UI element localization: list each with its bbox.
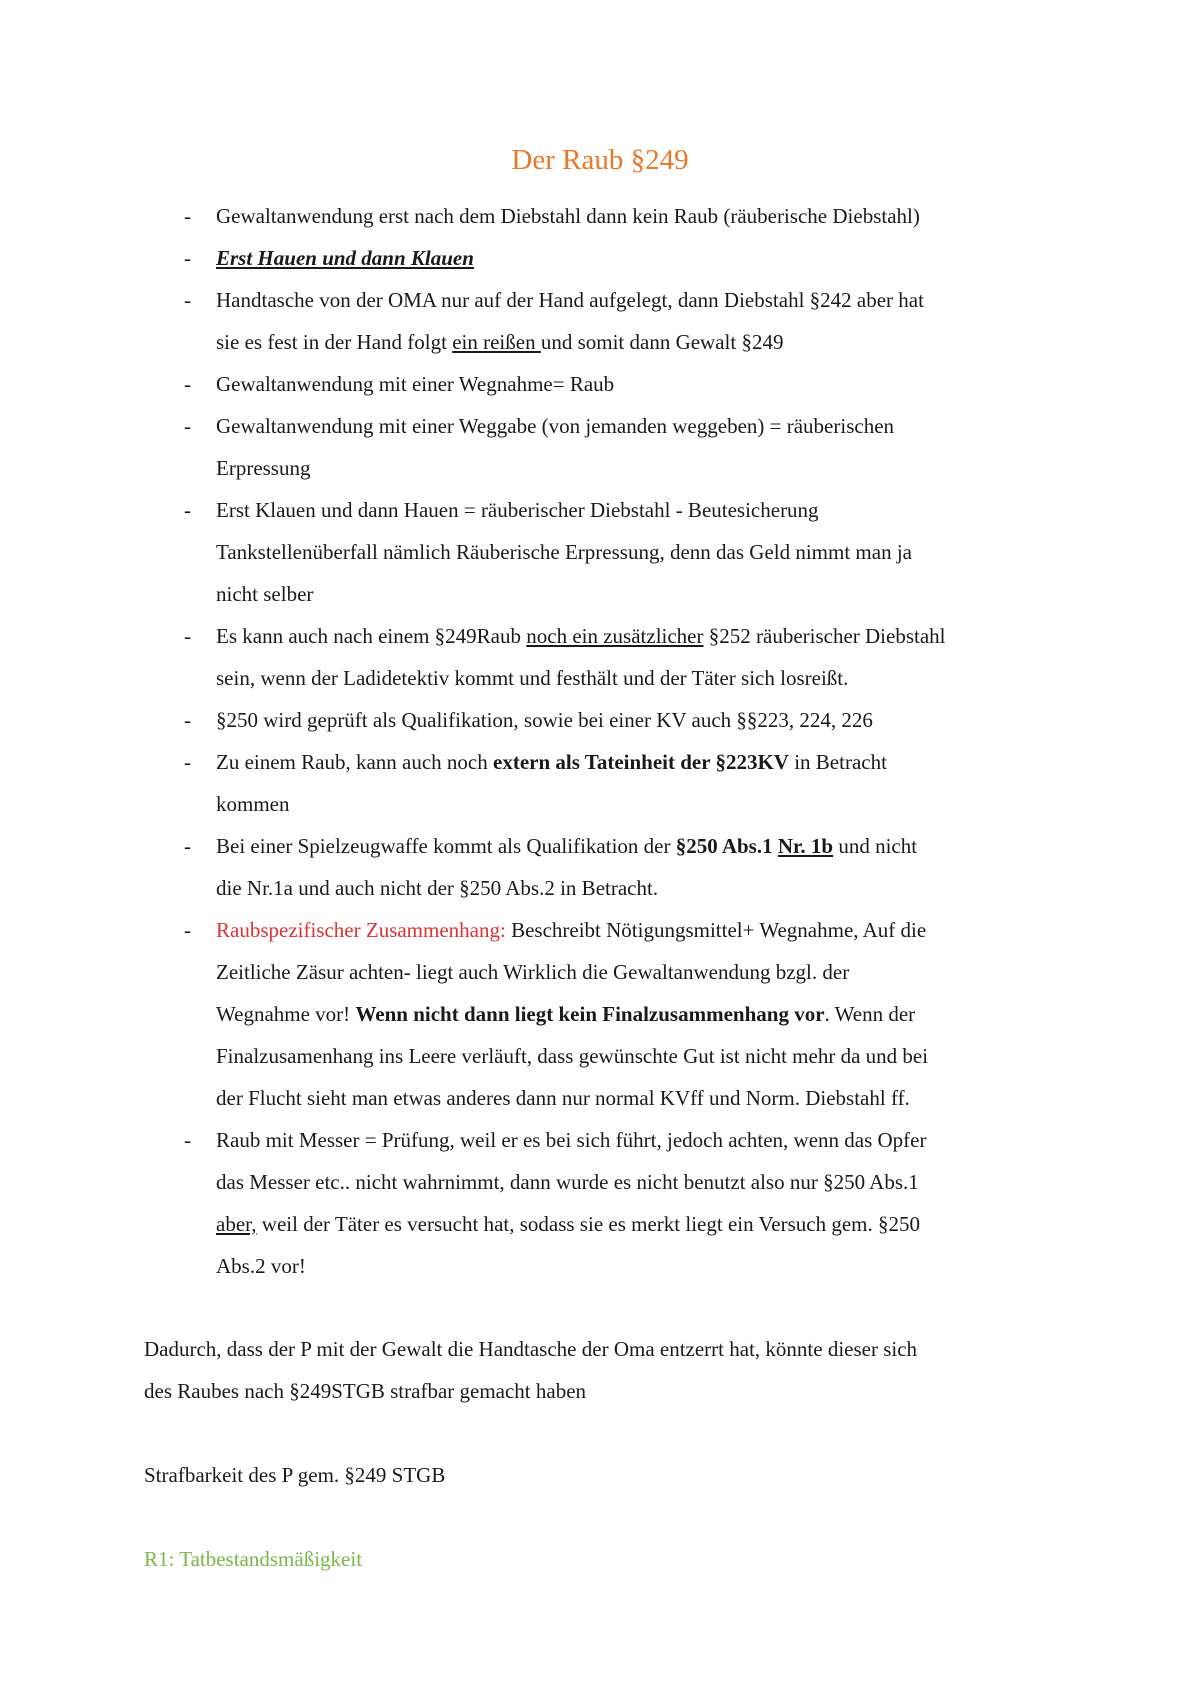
list-item-text: Tankstellenüberfall nämlich Räuberische Erpressung, denn das Geld nimmt man ja — [216, 540, 912, 564]
bullet-dash: - — [184, 708, 191, 732]
list-item-text: Raub mit Messer = Prüfung, weil er es bei sich führt, jedoch achten, wenn das Opfer — [216, 1128, 927, 1152]
text-run: Es kann auch nach einem §249Raub — [216, 624, 527, 648]
text-run: Zu einem Raub, kann auch noch — [216, 750, 493, 774]
list-item-text-line — [216, 1203, 1076, 1245]
document-title: Der Raub §249 — [511, 144, 689, 176]
list-item-text: Handtasche von der OMA nur auf der Hand aufgelegt, dann Diebstahl §242 aber hat — [216, 288, 924, 312]
list-item-text: der Flucht sieht man etwas anderes dann nur normal KVff und Norm. Diebstahl ff. — [216, 1086, 910, 1110]
paragraph — [144, 1328, 1084, 1412]
bullet-dash: - — [184, 414, 191, 438]
text-run: Beschreibt Nötigungsmittel+ Wegnahme, Auf die — [505, 918, 927, 942]
list-item-text: Erst Hauen und dann Klauen — [216, 246, 474, 270]
bold-text: extern als Tateinheit der §223KV — [493, 750, 789, 774]
list-item-text: Erst Klauen und dann Hauen = räuberischer Diebstahl - Beutesicherung — [216, 498, 819, 522]
bullet-dash: - — [184, 498, 191, 522]
bold-text: §250 Abs.1 — [675, 834, 778, 858]
bullet-dash: - — [184, 1128, 191, 1152]
red-highlight-text: Raubspezifischer Zusammenhang: — [216, 918, 506, 942]
list-item-text: kommen — [216, 792, 290, 816]
text-run: . Wenn der — [824, 1002, 916, 1026]
text-run: und somit dann Gewalt §249 — [540, 330, 784, 354]
bullet-dash: - — [184, 918, 191, 942]
bullet-dash: - — [184, 750, 191, 774]
underlined-text: ein reißen — [452, 330, 541, 354]
text-run: Bei einer Spielzeugwaffe kommt als Qualifikation der — [216, 834, 676, 858]
list-item-text: Erpressung — [216, 456, 311, 480]
underlined-text: noch ein zusätzlicher — [526, 624, 704, 648]
text-run: §252 räuberischer Diebstahl — [703, 624, 946, 648]
bullet-dash: - — [184, 204, 191, 228]
list-item-text-line — [216, 741, 1076, 783]
text-run: sie es fest in der Hand folgt — [216, 330, 453, 354]
list-item-text-line — [216, 615, 1076, 657]
list-item-text: Abs.2 vor! — [216, 1254, 306, 1278]
list-item-text: nicht selber — [216, 582, 314, 606]
text-run: und nicht — [833, 834, 918, 858]
paragraph-line: Strafbarkeit des P gem. §249 STGB — [144, 1463, 446, 1487]
bold-text: Wenn nicht dann liegt kein Finalzusammenhang vor — [355, 1002, 825, 1026]
text-run: weil der Täter es versucht hat, sodass sie es merkt liegt ein Versuch gem. §250 — [256, 1212, 921, 1236]
list-item-text-line — [216, 321, 1076, 363]
bold-underlined-text: Nr. 1b — [777, 834, 834, 858]
bullet-dash: - — [184, 246, 191, 270]
list-item-text: Gewaltanwendung mit einer Weggabe (von jemanden weggeben) = räuberischen — [216, 414, 895, 438]
section-heading-text: R1: Tatbestandsmäßigkeit — [144, 1547, 363, 1571]
bullet-dash: - — [184, 834, 191, 858]
underlined-text: aber, — [216, 1212, 257, 1236]
list-item-text: Zeitliche Zäsur achten- liegt auch Wirklich die Gewaltanwendung bzgl. der — [216, 960, 850, 984]
bullet-dash: - — [184, 624, 191, 648]
list-item-text-line — [216, 909, 1076, 951]
list-item-text: die Nr.1a und auch nicht der §250 Abs.2 in Betracht. — [216, 876, 659, 900]
list-item-text: §250 wird geprüft als Qualifikation, sowie bei einer KV auch §§223, 224, 226 — [216, 708, 873, 732]
bullet-dash: - — [184, 372, 191, 396]
paragraph-line: des Raubes nach §249STGB strafbar gemacht haben — [144, 1379, 587, 1403]
list-item-text: das Messer etc.. nicht wahrnimmt, dann wurde es nicht benutzt also nur §250 Abs.1 — [216, 1170, 919, 1194]
list-item-text: sein, wenn der Ladidetektiv kommt und festhält und der Täter sich losreißt. — [216, 666, 849, 690]
list-item-text: Gewaltanwendung erst nach dem Diebstahl dann kein Raub (räuberische Diebstahl) — [216, 204, 920, 228]
paragraph-line: Dadurch, dass der P mit der Gewalt die Handtasche der Oma entzerrt hat, könnte dieser sich — [144, 1337, 918, 1361]
list-item-text: Gewaltanwendung mit einer Wegnahme= Raub — [216, 372, 615, 396]
paragraph — [144, 1454, 1084, 1496]
section-heading — [144, 1538, 1084, 1580]
list-item-text: Finalzusamenhang ins Leere verläuft, dass gewünschte Gut ist nicht mehr da und bei — [216, 1044, 929, 1068]
bullet-dash: - — [184, 288, 191, 312]
list-item-text-line — [216, 993, 1076, 1035]
text-run: Wegnahme vor! — [216, 1002, 356, 1026]
list-item-text-line — [216, 825, 1076, 867]
text-run: in Betracht — [788, 750, 887, 774]
